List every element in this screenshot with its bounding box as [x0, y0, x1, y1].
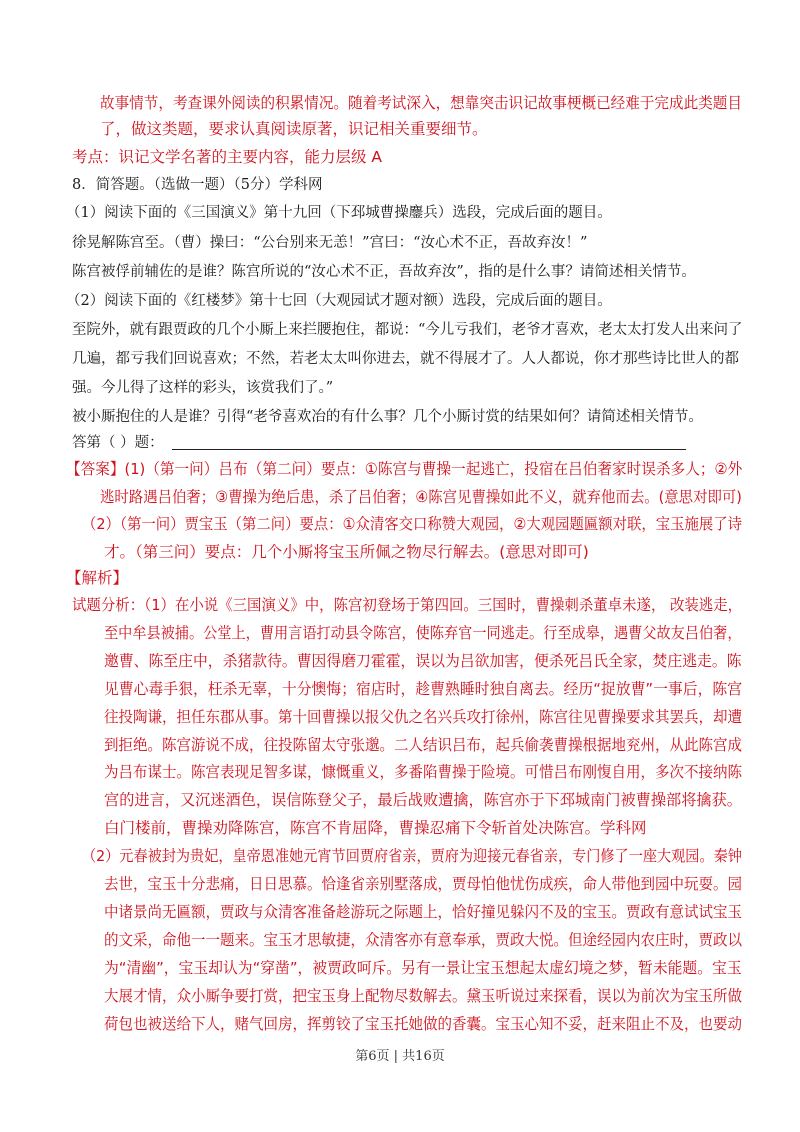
analysis-heading: 【解析】: [66, 569, 129, 587]
top-note-line-1: 故事情节，考查课外阅读的积累情况。随着考试深入，想靠突击识记故事梗概已经难于完成此类题目: [100, 94, 742, 112]
analysis-line: 到拒绝。陈宫游说不成，往投陈留太守张邈。二人结识吕布，起兵偷袭曹操根据地兖州，从此陈宫成: [104, 736, 743, 754]
analysis-line: 往投陶谦，担任东郡从事。第十回曹操以报父仇之名兴兵攻打徐州，陈宫往见曹操要求其罢兵，却遭: [104, 708, 743, 726]
q8-part2-question: 被小厮抱住的人是谁？引得“老爷喜欢冶的有什么事？几个小厮讨赏的结果如何？请简述相关情节。: [72, 409, 703, 425]
answer-line-1: 【答案】(1)（第一问）吕布（第二问）要点：①陈宫与曹操一起逃亡，投宿在吕伯奢家时误杀多人；②外: [66, 460, 743, 478]
analysis-line: （2）元春被封为贵妃，皇帝恩准她元宵节回贾府省亲，贾府为迎接元春省亲，专门修了一座大观园。秦钟: [82, 847, 742, 865]
q8-part2-quote-1: 至院外，就有跟贾政的几个小厮上来拦腰抱住，都说：“今儿亏我们，老爷才喜欢，老太太打发人出来问了: [72, 322, 743, 338]
q8-part2-quote-3: 强。今儿得了这样的彩头，该赏我们了。”: [72, 380, 334, 396]
analysis-line: 邀曹、陈至庄中，杀猪款待。曹因得磨刀霍霍，误以为吕欲加害，便杀死吕氏全家，焚庄逃走。陈: [104, 652, 742, 670]
answer-blank-line: [172, 448, 686, 450]
q8-part1-question: 陈宫被俘前辅佐的是谁？陈宫所说的“汝心术不正，吾故弃汝”，指的是什么事？请简述相关情节。: [72, 264, 696, 280]
analysis-line: 去世，宝玉十分悲痛，日日思慕。恰逢省亲别墅落成，贾母怕他忧伤成疾，命人带他到园中玩耍。园: [104, 875, 743, 893]
q8-part1-quote: 徐晃解陈宫至。（曹）操曰：“公台别来无恙！”宫曰：“汝心术不正，吾故弃汝！”: [72, 235, 588, 251]
answer-line-4: 才。（第三问）要点：几个小厮将宝玉所佩之物尽行解去。(意思对即可): [104, 543, 589, 561]
q8-part1-intro: （1）阅读下面的《三国演义》第十九回（下邳城曹操鏖兵）选段，完成后面的题目。: [66, 205, 612, 221]
analysis-line: 见曹心毒手狠，枉杀无辜，十分懊悔；宿店时，趁曹熟睡时独自离去。经历“捉放曹”一事后，陈宫: [104, 680, 743, 698]
analysis-line: 宫的进言，又沉迷酒色，误信陈登父子，最后战败遭擒，陈宫亦于下邳城南门被曹操部将擒获。: [104, 791, 742, 809]
question-8-heading: 8．简答题。（选做一题）（5分）学科网: [72, 177, 323, 193]
analysis-line: 试题分析：（1）在小说《三国演义》中，陈宫初登场于第四回。三国时，曹操刺杀董卓未遂， 改装逃走，: [72, 596, 743, 614]
q8-part2-quote-2: 几遍，都亏我们回说喜欢；不然，若老太太叫你进去，就不得展才了。人人都说，你才那些诗比世人的都: [72, 351, 739, 367]
analysis-line: 白门楼前，曹操劝降陈宫，陈宫不肯屈降，曹操忍痛下令斩首处决陈宫。学科网: [104, 819, 647, 837]
analysis-line: 中诸景尚无匾额，贾政与众清客准备趁游玩之际题上，恰好撞见躲闪不及的宝玉。贾政有意试试宝玉: [104, 903, 743, 921]
q8-part2-intro: （2）阅读下面的《红楼梦》第十七回（大观园试才题对额）选段，完成后面的题目。: [66, 293, 612, 309]
analysis-line: 大展才情，众小厮争要打赏，把宝玉身上配物尽数解去。黛玉听说过来探看，误以为前次为宝玉所做: [104, 987, 743, 1005]
analysis-line: 的文采，命他一一题来。宝玉才思敏捷，众清客亦有意奉承，贾政大悦。但途经园内农庄时，贾政以: [104, 931, 743, 949]
analysis-line: 荷包也被送给下人，赌气回房，挥剪铰了宝玉托她做的香囊。宝玉心知不妥，赶来阻止不及，也要动: [104, 1015, 743, 1033]
answer-prompt: 答第（ ）题：: [72, 435, 164, 451]
answer-line-3: （2）（第一问）贾宝玉（第二问）要点：①众清客交口称赞大观园，②大观园题匾额对联，宝玉施展了诗: [82, 515, 742, 533]
analysis-line: 至中牟县被捕。公堂上，曹用言语打动县令陈宫，使陈弃官一同逃走。行至成皋，遇曹父故友吕伯奢，: [104, 624, 742, 642]
kaodian-line: 考点：识记文学名著的主要内容，能力层级 A: [72, 148, 383, 166]
analysis-line: 为“清幽”，宝玉却认为“穿凿”，被贾政呵斥。另有一景让宝玉想起太虚幻境之梦，暂未能题。宝玉: [104, 959, 742, 977]
analysis-line: 为吕布谋士。陈宫表现足智多谋，慷慨重义，多番陷曹操于险境。可惜吕布刚愎自用，多次不接纳陈: [104, 763, 743, 781]
answer-line-2: 逃时路遇吕伯奢；③曹操为绝后患，杀了吕伯奢；④陈宫见曹操如此不义，就弃他而去。(意思对即可): [100, 488, 742, 506]
top-note-line-2: 了，做这类题，要求认真阅读原著，识记相关重要细节。: [100, 120, 488, 138]
page-footer: 第6页 | 共16页: [355, 1049, 445, 1064]
